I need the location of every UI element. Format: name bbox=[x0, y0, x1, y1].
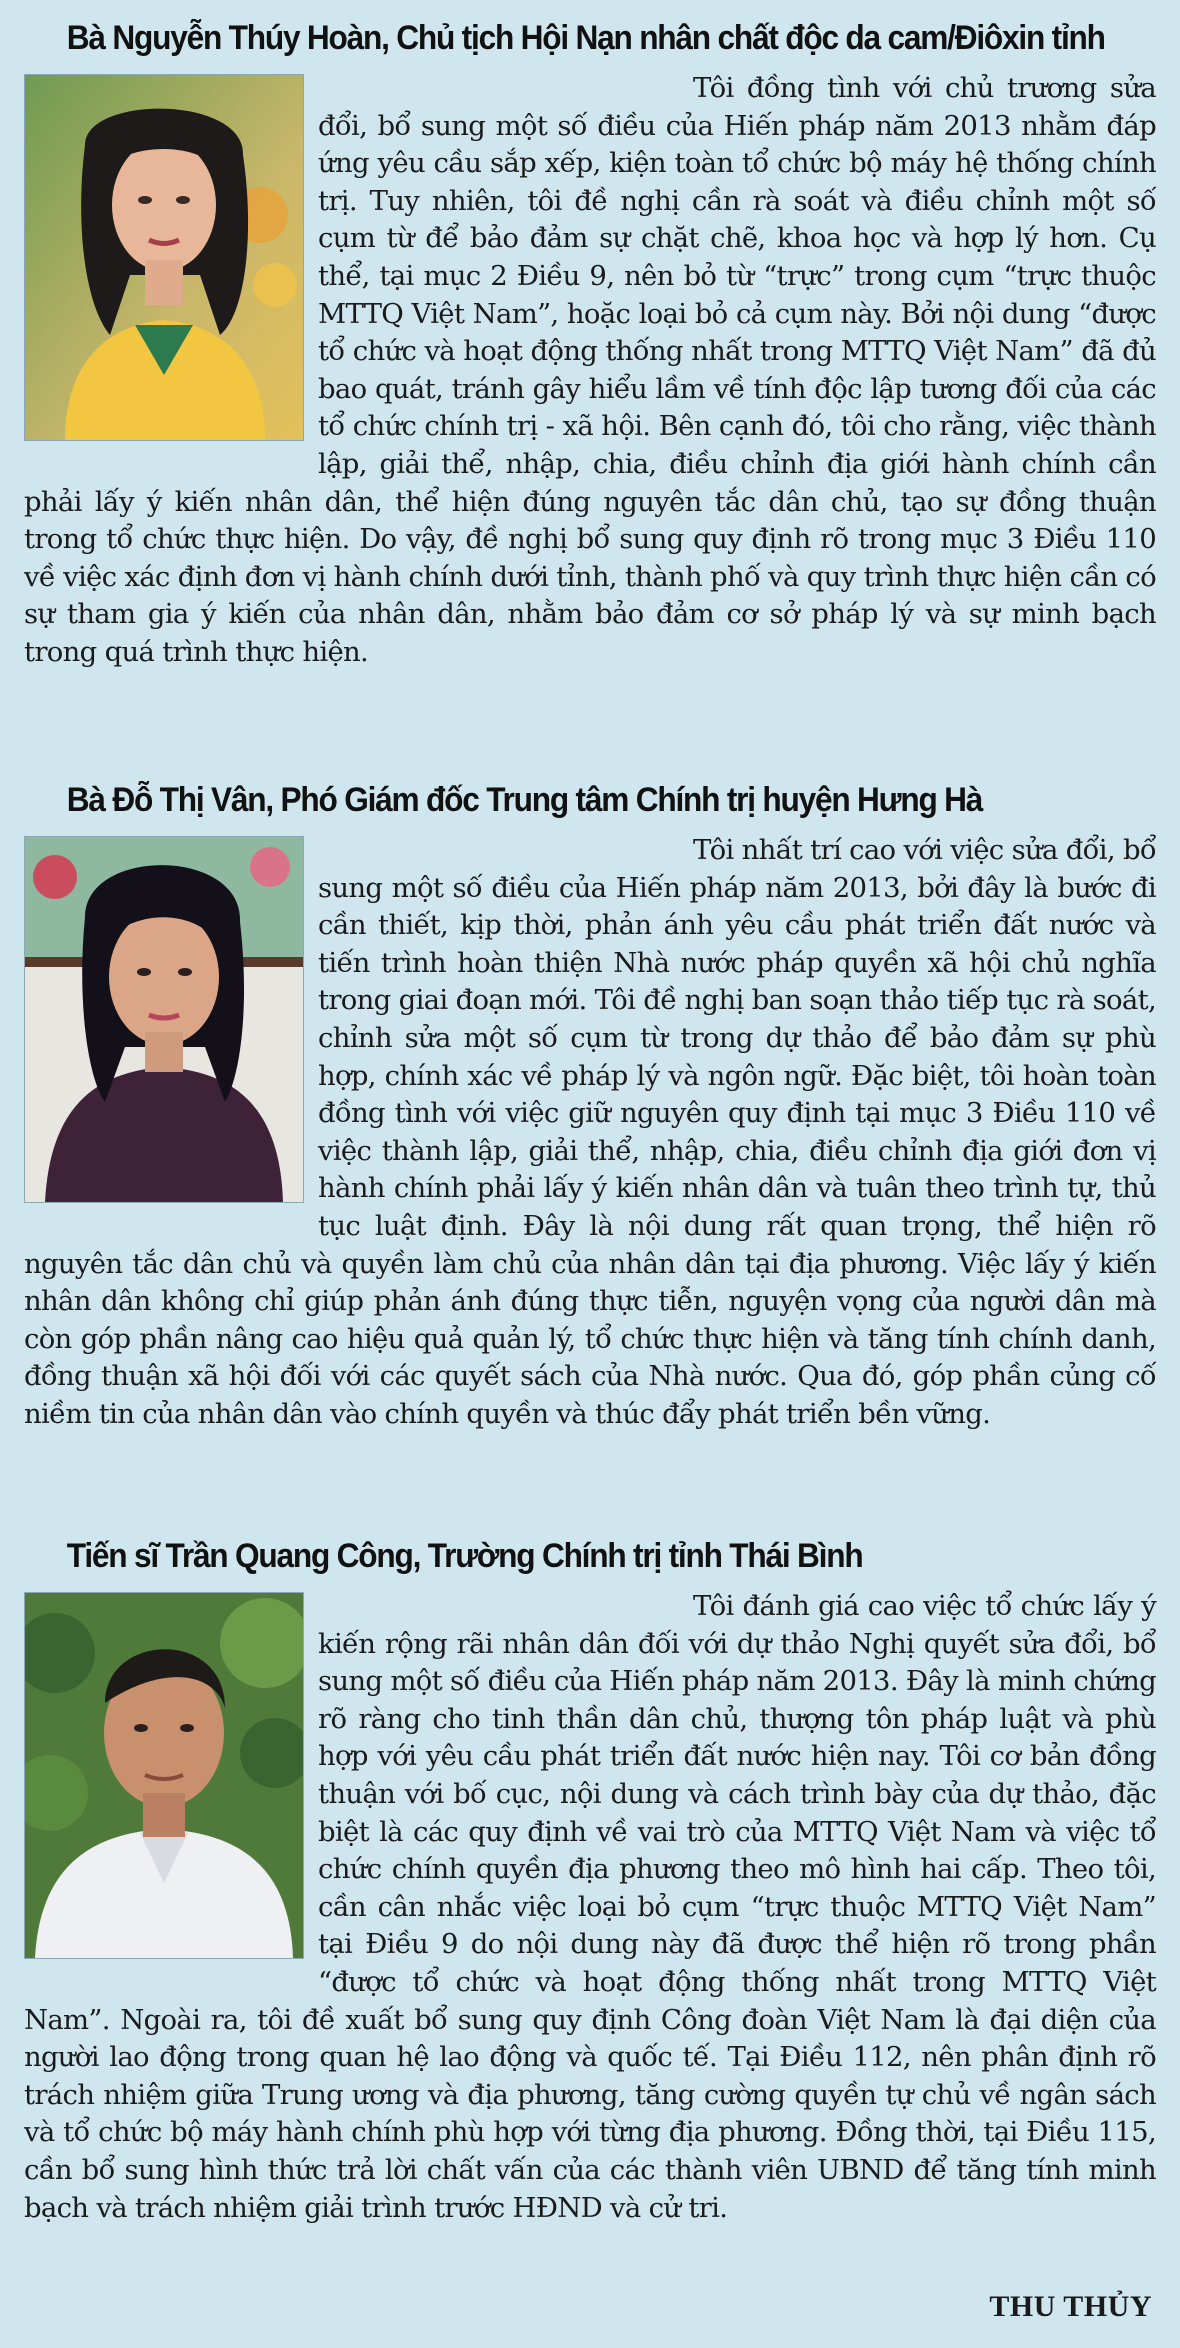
section-heading: Bà Đỗ Thị Vân, Phó Giám đốc Trung tâm Chính trị huyện Hưng Hà bbox=[66, 781, 983, 819]
section-heading: Bà Nguyễn Thúy Hoàn, Chủ tịch Hội Nạn nhân chất độc da cam/Điôxin tỉnh bbox=[66, 19, 1105, 57]
section-body bbox=[24, 1588, 1156, 2227]
section-do-thi-van bbox=[24, 778, 1156, 1434]
author-byline: THU THỦY bbox=[989, 2290, 1152, 2323]
section-text: Tôi nhất trí cao với việc sửa đổi, bổ sung một số điều của Hiến pháp năm 2013, bởi đây là bước đi cần thiết, kịp thời, phản ánh yêu cầu phát triển đất nước và tiến trình hoàn thiện Nhà nước pháp quyền xã hội chủ nghĩa trong giai đoạn mới. Tôi đề nghị ban soạn thảo tiếp tục rà soát, chỉnh sửa một số cụm từ trong dự thảo để bảo đảm sự phù hợp, chính xác về pháp lý và ngôn ngữ. Đặc biệt, tôi hoàn toàn đồng tình với việc giữ nguyên quy định tại mục 3 Điều 110 về việc thành lập, giải thể, nhập, chia, điều chỉnh địa giới đơn vị hành chính phải lấy ý kiến nhân dân và tuân theo trình tự, thủ tục luật định. Đây là nội dung rất quan trọng, thể hiện rõ nguyên tắc dân chủ và quyền làm chủ của nhân dân tại địa phương. Việc lấy ý kiến nhân dân không chỉ giúp phản ánh đúng thực tiễn, nguyện vọng của người dân mà còn góp phần nâng cao hiệu quả quản lý, tổ chức thực hiện và tăng tính chính danh, đồng thuận xã hội đối với các quyết sách của Nhà nước. Qua đó, góp phần củng cố niềm tin của nhân dân vào chính quyền và thúc đẩy phát triển bền vững. bbox=[24, 834, 1156, 1430]
portrait-photo bbox=[24, 836, 304, 1203]
section-text: Tôi đồng tình với chủ trương sửa đổi, bổ sung một số điều của Hiến pháp năm 2013 nhằm đáp ứng yêu cầu sắp xếp, kiện toàn tổ chức bộ máy hệ thống chính trị. Tuy nhiên, tôi đề nghị cần rà soát và điều chỉnh một số cụm từ để bảo đảm sự chặt chẽ, khoa học và hợp lý hơn. Cụ thể, tại mục 2 Điều 9, nên bỏ từ “trực” trong cụm “trực thuộc MTTQ Việt Nam”, hoặc loại bỏ cả cụm này. Bởi nội dung “được tổ chức và hoạt động thống nhất trong MTTQ Việt Nam” đã đủ bao quát, tránh gây hiểu lầm về tính độc lập tương đối của các tổ chức chính trị - xã hội. Bên cạnh đó, tôi cho rằng, việc thành lập, giải thể, nhập, chia, điều chỉnh địa giới hành chính cần phải lấy ý kiến nhân dân, thể hiện đúng nguyên tắc dân chủ, tạo sự đồng thuận trong tổ chức thực hiện. Do vậy, đề nghị bổ sung quy định rõ trong mục 3 Điều 110 về việc xác định đơn vị hành chính dưới tỉnh, thành phố và quy trình thực hiện cần có sự tham gia ý kiến của nhân dân, nhằm bảo đảm cơ sở pháp lý và sự minh bạch trong quá trình thực hiện. bbox=[24, 72, 1156, 668]
section-text: Tôi đánh giá cao việc tổ chức lấy ý kiến rộng rãi nhân dân đối với dự thảo Nghị quyết sửa đổi, bổ sung một số điều của Hiến pháp năm 2013. Đây là minh chứng rõ ràng cho tinh thần dân chủ, thượng tôn pháp luật và phù hợp với yêu cầu phát triển đất nước hiện nay. Tôi cơ bản đồng thuận với bố cục, nội dung và cách trình bày của dự thảo, đặc biệt là các quy định về vai trò của MTTQ Việt Nam và việc tổ chức chính quyền địa phương theo mô hình hai cấp. Theo tôi, cần cân nhắc việc loại bỏ cụm “trực thuộc MTTQ Việt Nam” tại Điều 9 do nội dung này đã được thể hiện rõ trong phần “được tổ chức và hoạt động thống nhất trong MTTQ Việt Nam”. Ngoài ra, tôi đề xuất bổ sung quy định Công đoàn Việt Nam là đại diện của người lao động trong quan hệ lao động và quốc tế. Tại Điều 112, nên phân định rõ trách nhiệm giữa Trung ương và địa phương, tăng cường quyền tự chủ về ngân sách và tổ chức bộ máy hành chính phù hợp với từng địa phương. Đồng thời, tại Điều 115, cần bổ sung hình thức trả lời chất vấn của các thành viên UBND để tăng tính minh bạch và trách nhiệm giải trình trước HĐND và cử tri. bbox=[24, 1590, 1156, 2224]
section-heading: Tiến sĩ Trần Quang Công, Trường Chính trị tỉnh Thái Bình bbox=[66, 1537, 863, 1575]
portrait-photo bbox=[24, 1592, 304, 1959]
portrait-photo bbox=[24, 74, 304, 441]
section-tran-quang-cong bbox=[24, 1534, 1156, 2227]
section-nguyen-thuy-hoan bbox=[24, 16, 1156, 672]
section-body bbox=[24, 832, 1156, 1434]
section-body bbox=[24, 70, 1156, 672]
